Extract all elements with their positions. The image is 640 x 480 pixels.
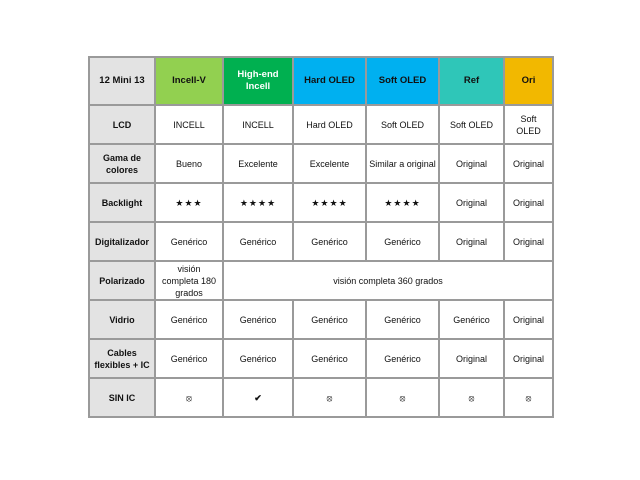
table-cell: Genérico [439, 300, 504, 339]
table-cell: Excelente [293, 144, 366, 183]
table-cell: Hard OLED [293, 105, 366, 144]
star-rating: ★★★★ [223, 183, 293, 222]
table-cell: Original [504, 300, 553, 339]
table-cell: Genérico [366, 300, 439, 339]
table-row-vidrio [89, 300, 553, 339]
table-cell: Genérico [366, 222, 439, 261]
row-label-lcd: LCD [89, 105, 155, 144]
table-cell: Genérico [293, 222, 366, 261]
table-row-lcd [89, 105, 553, 144]
cross-icon: ⦻ [293, 378, 366, 417]
table-cell: Soft OLED [439, 105, 504, 144]
table-cell: Original [504, 339, 553, 378]
row-label-backlight: Backlight [89, 183, 155, 222]
column-header-ref: Ref [439, 57, 504, 105]
table-cell: Original [439, 339, 504, 378]
star-rating: ★★★ [155, 183, 223, 222]
table-cell: Genérico [155, 222, 223, 261]
table-cell: visión completa 180 grados [155, 261, 223, 300]
table-cell: Genérico [155, 300, 223, 339]
star-rating: ★★★★ [366, 183, 439, 222]
table-cell: INCELL [223, 105, 293, 144]
table-row-backlight [89, 183, 553, 222]
column-header-high-end-incell: High-end Incell [223, 57, 293, 105]
header-row [89, 57, 553, 105]
merged-cell: visión completa 360 grados [223, 261, 553, 300]
row-label-gama: Gama de colores [89, 144, 155, 183]
table-cell: Genérico [223, 222, 293, 261]
table-cell: Genérico [223, 339, 293, 378]
check-icon: ✔ [223, 378, 293, 417]
star-rating: ★★★★ [293, 183, 366, 222]
table-cell: Genérico [223, 300, 293, 339]
table-cell: Similar a original [366, 144, 439, 183]
column-header-ori: Ori [504, 57, 553, 105]
column-header-incell-v: Incell-V [155, 57, 223, 105]
cross-icon: ⦻ [366, 378, 439, 417]
column-header-soft-oled: Soft OLED [366, 57, 439, 105]
table-cell: Genérico [293, 339, 366, 378]
comparison-table [88, 56, 554, 418]
table-cell: Soft OLED [504, 105, 553, 144]
column-header-hard-oled: Hard OLED [293, 57, 366, 105]
table-cell: Genérico [366, 339, 439, 378]
table-cell: Original [439, 144, 504, 183]
table-cell: Original [439, 222, 504, 261]
table-row-polarizado [89, 261, 553, 300]
table-row-sin-ic [89, 378, 553, 417]
table-cell: Bueno [155, 144, 223, 183]
table-cell: Original [504, 183, 553, 222]
table-row-cables [89, 339, 553, 378]
table-cell: Original [439, 183, 504, 222]
table-cell: Original [504, 144, 553, 183]
table-cell: Genérico [293, 300, 366, 339]
table-row-digitalizador [89, 222, 553, 261]
row-label-sin-ic: SIN IC [89, 378, 155, 417]
table-row-gama [89, 144, 553, 183]
corner-cell: 12 Mini 13 [89, 57, 155, 105]
table-cell: Genérico [155, 339, 223, 378]
table-cell: Excelente [223, 144, 293, 183]
row-label-digitalizador: Digitalizador [89, 222, 155, 261]
row-label-polarizado: Polarizado [89, 261, 155, 300]
cross-icon: ⦻ [439, 378, 504, 417]
row-label-vidrio: Vidrio [89, 300, 155, 339]
cross-icon: ⦻ [155, 378, 223, 417]
row-label-cables: Cables flexibles + IC [89, 339, 155, 378]
cross-icon: ⦻ [504, 378, 553, 417]
table-cell: Soft OLED [366, 105, 439, 144]
table-cell: INCELL [155, 105, 223, 144]
table-cell: Original [504, 222, 553, 261]
